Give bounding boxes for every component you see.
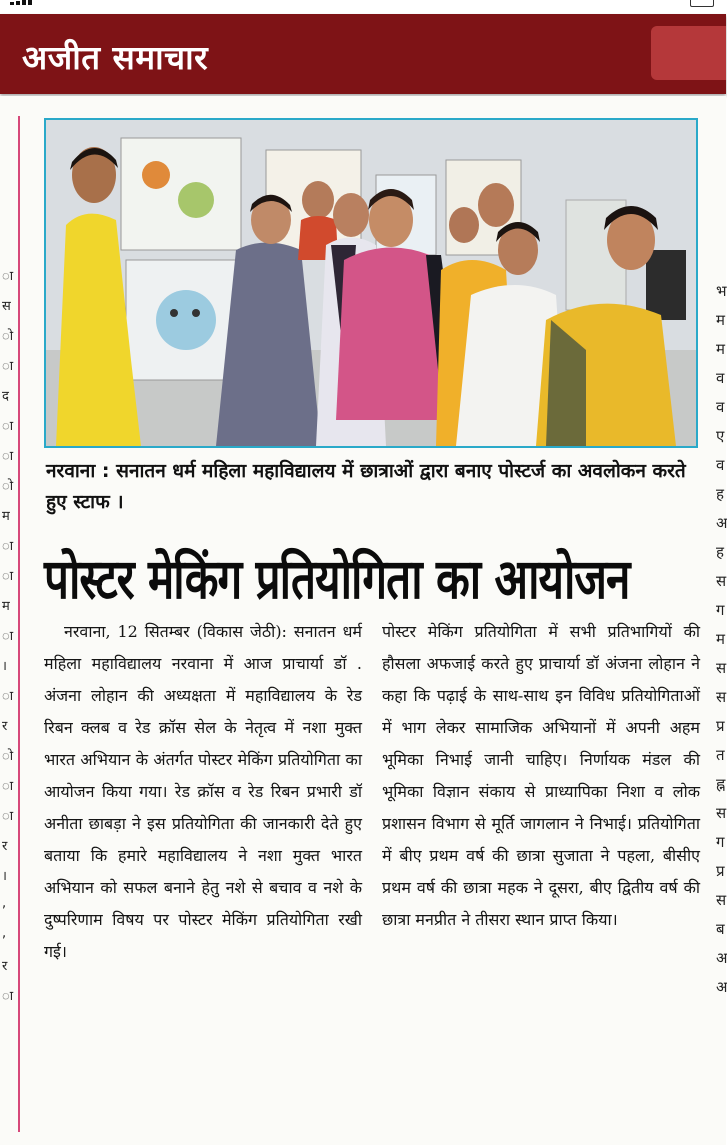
right-strip-char: स bbox=[716, 659, 727, 677]
left-strip-char: ो bbox=[2, 479, 14, 494]
left-strip-char: र bbox=[2, 719, 8, 734]
article-headline: पोस्टर मेकिंग प्रतियोगिता का आयोजन bbox=[44, 547, 630, 612]
right-strip-char: ह bbox=[716, 543, 724, 561]
article-photo bbox=[44, 118, 698, 448]
right-strip-char: प्र bbox=[716, 862, 725, 880]
battery-icon bbox=[690, 0, 714, 7]
right-strip-char: म bbox=[716, 630, 725, 648]
right-strip-char: स bbox=[716, 804, 727, 822]
right-strip-char: ब bbox=[716, 920, 725, 938]
right-strip-char: ए bbox=[716, 427, 725, 445]
left-strip-char: ा bbox=[2, 779, 14, 794]
left-strip-char: म bbox=[2, 599, 10, 614]
left-strip-char: ा bbox=[2, 449, 14, 464]
left-strip-char: । bbox=[2, 659, 7, 674]
article-column-1 bbox=[44, 616, 362, 968]
article-photo-image bbox=[46, 120, 696, 446]
right-strip-char: त bbox=[716, 746, 725, 764]
app-header bbox=[0, 14, 726, 94]
newspaper-clipping bbox=[0, 96, 726, 1145]
left-adjacent-column bbox=[0, 116, 20, 1132]
right-strip-char: व bbox=[716, 369, 725, 387]
left-strip-char: र bbox=[2, 959, 8, 974]
right-adjacent-column bbox=[700, 96, 726, 1145]
left-strip-char: ा bbox=[2, 269, 14, 284]
right-strip-char: अ bbox=[716, 949, 727, 967]
article-column-2: पोस्टर मेकिंग प्रतियोगिता में सभी प्रतिभागियों की हौसला अफजाई करते हुए प्राचार्या डॉ अंजना लोहान ने कहा कि पढ़ाई के साथ-साथ इन विविध प्रतियोगिताओं में भाग लेकर सामाजिक अभियानों में अपनी अहम भूमिका निभाई जानी चाहिए। निर्णायक मंडल की भूमिका विज्ञान संकाय से प्राध्यापिका निशा व लोक प्रशासन विभाग से मूर्ति जागलान ने निभाई। प्रतियोगिता में बीए प्रथम वर्ष की छात्रा सुजाता ने पहला, बीसीए प्रथम वर्ष की छात्रा महक ने दूसरा, बीए द्वितीय वर्ष की छात्रा मनप्रीत ने तीसरा स्थान प्राप्त किया। bbox=[382, 622, 700, 929]
left-strip-char: ो bbox=[2, 749, 14, 764]
right-strip-char: ग bbox=[716, 601, 725, 619]
right-strip-char: म bbox=[716, 340, 725, 358]
right-strip-char: व bbox=[716, 456, 725, 474]
left-strip-char: स bbox=[2, 299, 11, 314]
photo-caption: नरवाना : सनातन धर्म महिला महाविद्यालय में छात्राओं द्वारा बनाए पोस्टर्ज का अवलोकन करते हुए स्टाफ । bbox=[46, 460, 686, 513]
left-strip-char: , bbox=[2, 896, 7, 911]
left-strip-char: । bbox=[2, 869, 7, 884]
left-strip-char: , bbox=[2, 926, 7, 941]
left-strip-char: ो bbox=[2, 329, 14, 344]
right-strip-char: स bbox=[716, 572, 727, 590]
left-strip-char: ा bbox=[2, 809, 14, 824]
right-strip-char: ह्न bbox=[716, 775, 726, 793]
right-strip-char: अ bbox=[716, 978, 727, 996]
right-strip-char: अ bbox=[716, 514, 727, 532]
masthead-title: अजीत समाचार bbox=[22, 38, 209, 77]
left-strip-char: ा bbox=[2, 629, 14, 644]
left-strip-char: ा bbox=[2, 569, 14, 584]
left-strip-char: ा bbox=[2, 689, 14, 704]
left-strip-char: ा bbox=[2, 359, 14, 374]
left-strip-char: ा bbox=[2, 989, 14, 1004]
right-strip-char: प्र bbox=[716, 717, 725, 735]
right-strip-char: ह bbox=[716, 485, 724, 503]
right-strip-char: व bbox=[716, 398, 725, 416]
menu-button[interactable] bbox=[651, 26, 726, 80]
left-strip-char: म bbox=[2, 509, 10, 524]
article-column-1-text: नरवाना, 12 सितम्बर (विकास जेठी): सनातन धर्म महिला महाविद्यालय नरवाना में आज प्राचार्या डॉ . अंजना लोहान की अध्यक्षता में महाविद्यालय के रेड रिबन क्लब व रेड क्रॉस सेल के नेतृत्व में नशा मुक्त भारत अभियान के अंतर्गत पोस्टर मेकिंग प्रतियोगिता का आयोजन किया गया। रेड क्रॉस व रेड रिबन प्रभारी डॉ अनीता छाबड़ा ने इस प्रतियोगिता की जानकारी देते हुए बताया कि हमारे महाविद्यालय ने नशा मुक्त भारत अभियान को सफल बनाने हेतु नशे से बचाव व नशे के दुष्परिणाम विषय पर पोस्टर मेकिंग प्रतियोगिता रखी गई। bbox=[44, 622, 362, 961]
status-bar bbox=[0, 0, 726, 14]
left-strip-char: द bbox=[2, 389, 9, 404]
right-strip-char: स bbox=[716, 891, 727, 909]
right-strip-char: ग bbox=[716, 833, 725, 851]
left-strip-char: ा bbox=[2, 419, 14, 434]
right-strip-char: भ bbox=[716, 282, 727, 300]
right-strip-char: म bbox=[716, 311, 725, 329]
signal-icon bbox=[0, 0, 56, 5]
right-strip-char: स bbox=[716, 688, 727, 706]
left-strip-char: ा bbox=[2, 539, 14, 554]
left-strip-char: र bbox=[2, 839, 8, 854]
